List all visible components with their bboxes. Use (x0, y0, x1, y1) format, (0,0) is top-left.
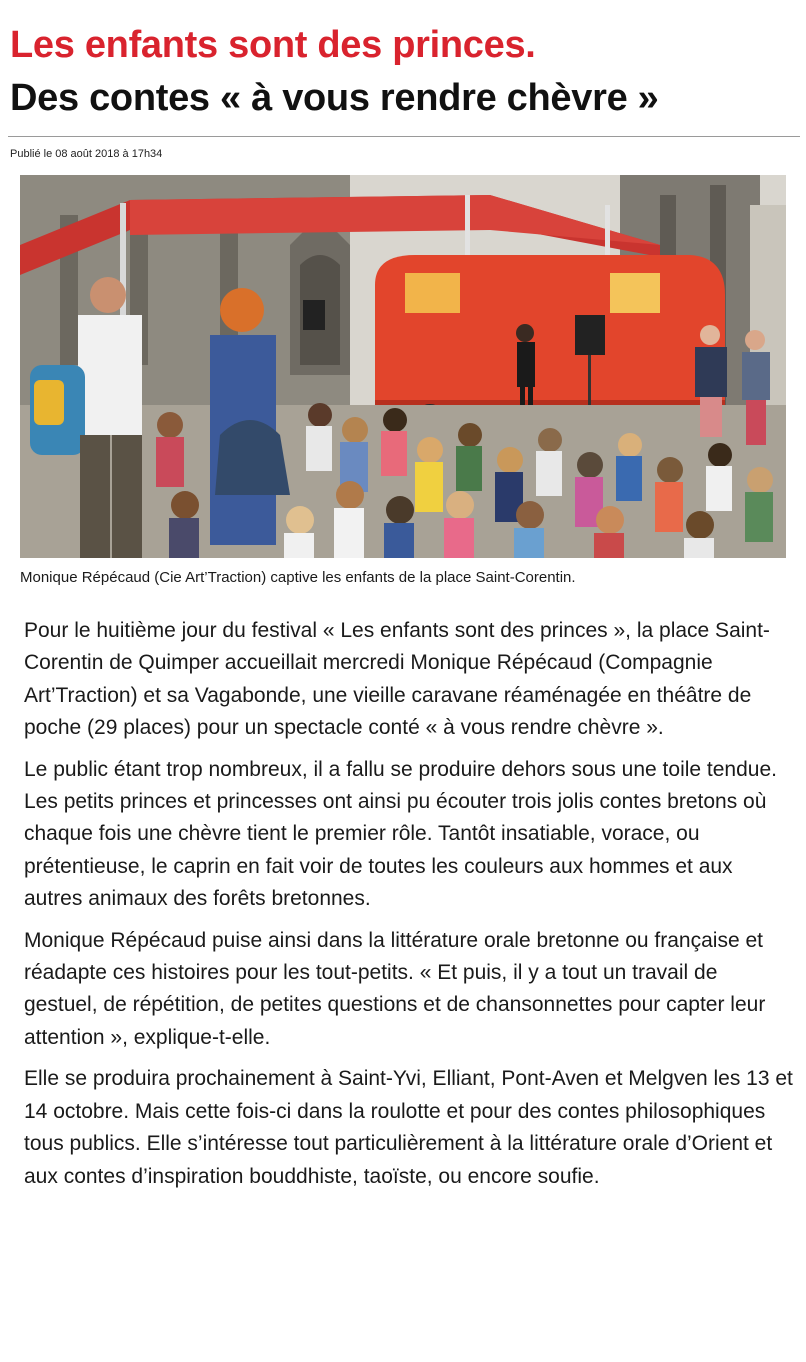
headline-divider (8, 136, 800, 137)
article-photo (20, 175, 786, 558)
article-kicker: Les enfants sont des princes. (10, 24, 536, 66)
article-paragraph: Pour le huitième jour du festival « Les enfants sont des princes », la place Saint-Corentin de Quimper accueillait mercredi Monique Répécaud (Compagnie Art’Traction) et sa Vagabonde, une vieille caravane réaménagée en théâtre de poche (29 places) pour un spectacle conté « à vous rendre chèvre ». (24, 619, 770, 740)
article-paragraph: Le public étant trop nombreux, il a fallu se produire dehors sous une toile tendue. Les petits princes et princesses ont ainsi pu écouter trois jolis contes bretons où chaque fois une chèvre tient le premier rôle. Tantôt insatiable, vorace, ou prétentieuse, le caprin en fait voir de toutes les couleurs aux hommes et aux autres animaux des forêts bretonnes. (24, 757, 777, 911)
publication-date: Publié le 08 août 2018 à 17h34 (10, 148, 163, 160)
article-body (24, 615, 794, 1202)
article-paragraph: Elle se produira prochainement à Saint-Yvi, Elliant, Pont-Aven et Melgven les 13 et 14 octobre. Mais cette fois-ci dans la roulotte et pour des contes philosophiques tous publics. Elle s’intéresse tout particulièrement à la littérature orale d’Orient et aux contes d’inspiration bouddhiste, taoïste, ou encore soufie. (24, 1067, 793, 1188)
photo-caption: Monique Répécaud (Cie Art’Traction) captive les enfants de la place Saint-Corentin. (20, 569, 576, 586)
article-headline: Des contes « à vous rendre chèvre » (10, 77, 659, 119)
article-paragraph: Monique Répécaud puise ainsi dans la littérature orale bretonne ou française et réadapte ces histoires pour les tout-petits. « Et puis, il y a tout un travail de gestuel, de répétition, de petites questions et de chansonnettes pour capter leur attention », explique-t-elle. (24, 928, 766, 1049)
